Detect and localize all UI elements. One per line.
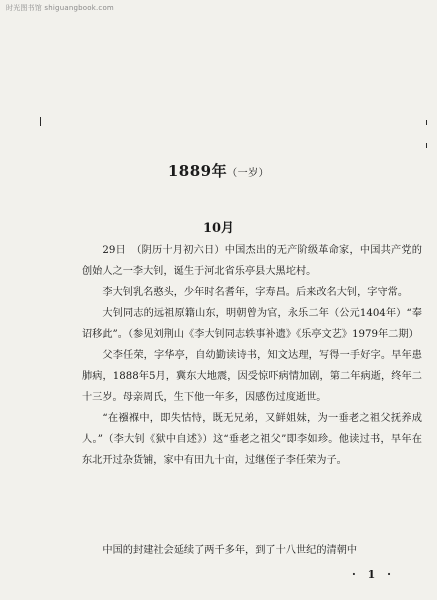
scan-mark bbox=[40, 117, 41, 126]
paragraph: “在襁褓中，即失怙恃，既无兄弟，又鲜姐妹，为一垂老之祖父抚养成人。”（李大钊《狱中自述》）这“垂老之祖父”即李如珍。他读过书，早年在东北开过杂货铺，家中有田九十亩，过继侄子李任荣为子。 bbox=[82, 413, 422, 466]
paragraph: 大钊同志的远祖原籍山东，明朝曾为官，永乐二年（公元1404年）“奉诏移此”。（参见刘荆山《李大钊同志轶事补遗》《乐亭文艺》1979年二期） bbox=[82, 308, 422, 340]
paragraph: 李大钊乳名憨头，少年时名耆年，字寿昌。后来改名大钊，字守常。 bbox=[102, 287, 409, 298]
paragraph: 29日 （阴历十月初六日）中国杰出的无产阶级革命家，中国共产党的创始人之一李大钊，诞生于河北省乐亭县大黑坨村。 bbox=[82, 245, 422, 277]
scan-mark bbox=[426, 120, 427, 125]
paragraph: 父李任荣，字华亭，自幼勤读诗书，知文达理，写得一手好字。早年患肺病，1888年5月，冀东大地震，因受惊吓病情加剧，第二年病逝，终年二十三岁。母亲周氏，生下他一年多，因感伤过度逝世。 bbox=[82, 350, 422, 403]
page-number: · 1 · bbox=[352, 568, 395, 581]
continuing-paragraph: 中国的封建社会延续了两千多年，到了十八世纪的清朝中 bbox=[102, 545, 358, 556]
chapter-year: 1889年 bbox=[167, 162, 228, 180]
watermark: 时光图书馆 shiguangbook.com bbox=[6, 4, 114, 12]
chapter-heading bbox=[0, 160, 437, 181]
body-text bbox=[82, 240, 422, 471]
month-heading: 10月 bbox=[202, 221, 235, 236]
scan-mark bbox=[426, 143, 427, 148]
chapter-age: （一岁） bbox=[227, 168, 270, 179]
